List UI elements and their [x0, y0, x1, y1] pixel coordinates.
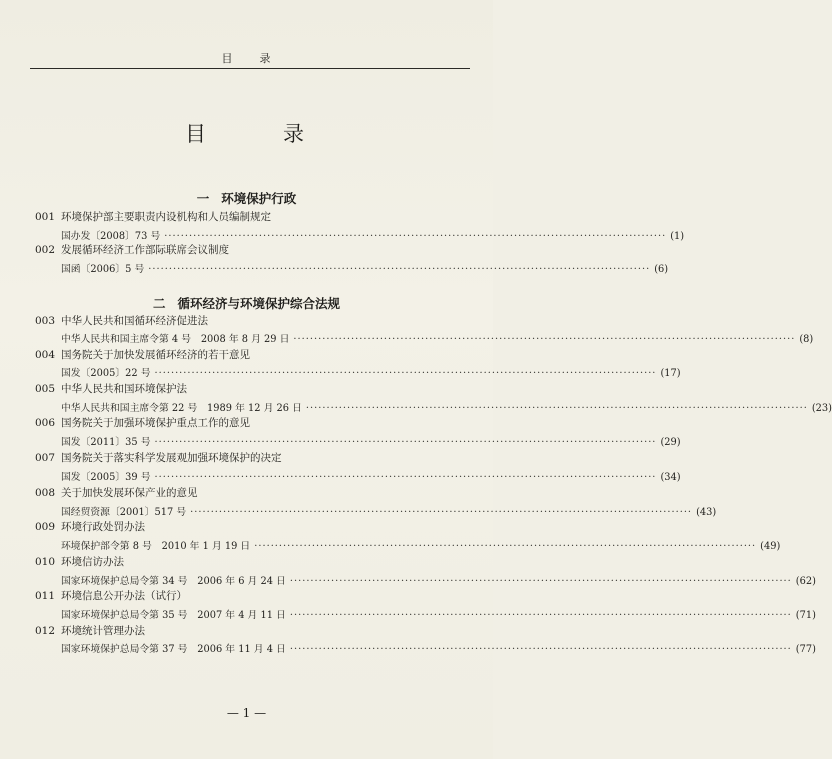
entry-number: 004 — [35, 349, 56, 361]
entry-document-number: 国办发〔2008〕73 号 — [61, 231, 161, 242]
toc-entry-source — [61, 434, 681, 448]
entry-document-number: 国发〔2005〕22 号 — [61, 368, 151, 379]
toc-entry-source — [61, 228, 685, 242]
toc-entry-title[interactable] — [35, 381, 187, 396]
toc-entry-title[interactable] — [35, 242, 229, 257]
entry-document-number: 国家环境保护总局令第 35 号 2007 年 4 月 11 日 — [61, 610, 286, 621]
toc-entry-source — [61, 331, 814, 345]
toc-entry-source — [61, 607, 816, 621]
section-heading-1 — [0, 189, 493, 207]
header-rule — [30, 68, 470, 69]
toc-entry-source — [61, 400, 832, 414]
leader-dots: ·························································································································· — [293, 334, 796, 345]
entry-document-number: 国家环境保护总局令第 37 号 2006 年 11 月 4 日 — [61, 644, 286, 655]
toc-entry-title[interactable] — [35, 519, 145, 534]
toc-entry-title[interactable] — [35, 485, 198, 500]
leader-dots: ·························································································································· — [289, 576, 792, 587]
entry-document-number: 国经贸资源〔2001〕517 号 — [61, 507, 187, 518]
page-title: 目 录 — [185, 122, 332, 146]
toc-entry-source — [61, 641, 816, 655]
section-heading-2 — [0, 294, 493, 312]
entry-number: 010 — [35, 556, 56, 568]
entry-title-text: 国务院关于落实科学发展观加强环境保护的决定 — [61, 452, 282, 464]
toc-entry-source — [61, 365, 681, 379]
leader-dots: ·························································································································· — [148, 264, 651, 275]
entry-number: 002 — [35, 244, 56, 256]
entry-document-number: 国函〔2006〕5 号 — [61, 264, 145, 275]
entry-document-number: 国家环境保护总局令第 34 号 2006 年 6 月 24 日 — [61, 576, 286, 587]
section-title: 循环经济与环境保护综合法规 — [177, 296, 341, 311]
entry-title-text: 环境信访办法 — [61, 556, 124, 568]
entry-title-text: 发展循环经济工作部际联席会议制度 — [61, 244, 229, 256]
toc-entry-title[interactable] — [35, 313, 208, 328]
toc-entry-title[interactable] — [35, 554, 124, 569]
entry-number: 003 — [35, 315, 56, 327]
entry-number: 001 — [35, 211, 56, 223]
toc-entry-title[interactable] — [35, 623, 145, 638]
entry-title-text: 中华人民共和国循环经济促进法 — [61, 315, 208, 327]
toc-entry-source — [61, 504, 717, 518]
entry-title-text: 环境行政处罚办法 — [61, 521, 145, 533]
entry-number: 012 — [35, 625, 56, 637]
toc-entry-source — [61, 261, 669, 275]
entry-document-number: 环境保护部令第 8 号 2010 年 1 月 19 日 — [61, 541, 251, 552]
toc-entry-source — [61, 469, 681, 483]
entry-title-text: 国务院关于加快发展循环经济的若干意见 — [61, 349, 250, 361]
entry-page-number[interactable]: (1) — [670, 231, 685, 242]
toc-entry-title[interactable] — [35, 588, 187, 603]
leader-dots: ·························································································································· — [154, 368, 657, 379]
running-head: 目 录 — [221, 52, 279, 65]
section-number: 二 — [152, 296, 166, 311]
entry-number: 009 — [35, 521, 56, 533]
leader-dots: ·························································································································· — [190, 507, 693, 518]
section-number: 一 — [196, 191, 210, 206]
entry-page-number[interactable]: (23) — [811, 403, 832, 414]
entry-number: 007 — [35, 452, 56, 464]
leader-dots: ·························································································································· — [289, 610, 792, 621]
entry-number: 008 — [35, 487, 56, 499]
entry-title-text: 环境统计管理办法 — [61, 625, 145, 637]
entry-document-number: 国发〔2011〕35 号 — [61, 437, 151, 448]
toc-entry-source — [61, 573, 816, 587]
leader-dots: ·························································································································· — [254, 541, 757, 552]
page-number-footer: — 1 — — [226, 706, 267, 720]
toc-entry-title[interactable] — [35, 450, 282, 465]
entry-title-text: 关于加快发展环保产业的意见 — [61, 487, 198, 499]
entry-title-text: 国务院关于加强环境保护重点工作的意见 — [61, 417, 250, 429]
leader-dots: ·························································································································· — [164, 231, 667, 242]
entry-page-number[interactable]: (8) — [799, 334, 814, 345]
entry-page-number[interactable]: (43) — [696, 507, 717, 518]
toc-entry-source — [61, 538, 781, 552]
entry-page-number[interactable]: (29) — [660, 437, 681, 448]
entry-document-number: 国发〔2005〕39 号 — [61, 472, 151, 483]
entry-number: 011 — [35, 590, 56, 602]
entry-page-number[interactable]: (6) — [654, 264, 669, 275]
section-title: 环境保护行政 — [221, 191, 297, 206]
entry-page-number[interactable]: (62) — [795, 576, 816, 587]
toc-entry-title[interactable] — [35, 347, 250, 362]
entry-page-number[interactable]: (71) — [795, 610, 816, 621]
toc-entry-title[interactable] — [35, 209, 271, 224]
entry-page-number[interactable]: (34) — [660, 472, 681, 483]
entry-document-number: 中华人民共和国主席令第 4 号 2008 年 8 月 29 日 — [61, 334, 290, 345]
leader-dots: ·························································································································· — [154, 472, 657, 483]
leader-dots: ·························································································································· — [305, 403, 808, 414]
entry-page-number[interactable]: (77) — [795, 644, 816, 655]
toc-entry-title[interactable] — [35, 415, 250, 430]
entry-number: 006 — [35, 417, 56, 429]
entry-title-text: 环境保护部主要职责内设机构和人员编制规定 — [61, 211, 271, 223]
entry-title-text: 环境信息公开办法（试行） — [61, 590, 187, 602]
entry-document-number: 中华人民共和国主席令第 22 号 1989 年 12 月 26 日 — [61, 403, 302, 414]
entry-page-number[interactable]: (17) — [660, 368, 681, 379]
leader-dots: ·························································································································· — [154, 437, 657, 448]
entry-title-text: 中华人民共和国环境保护法 — [61, 383, 187, 395]
entry-page-number[interactable]: (49) — [760, 541, 781, 552]
leader-dots: ·························································································································· — [289, 644, 792, 655]
entry-number: 005 — [35, 383, 56, 395]
